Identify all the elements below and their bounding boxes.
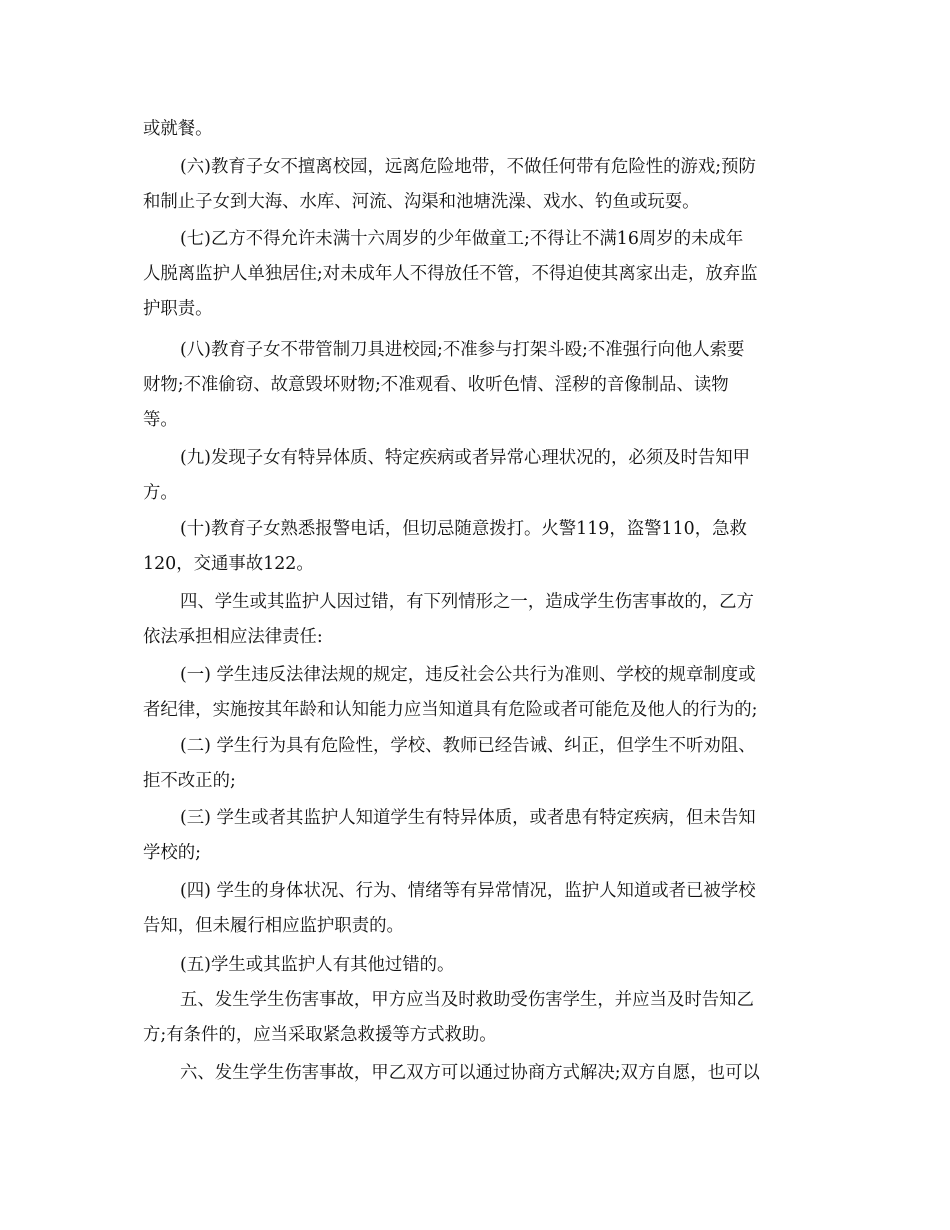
text-line: (四) 学生的身体状况、行为、情绪等有异常情况，监护人知道或者已被学校 — [180, 881, 756, 901]
text-line: (八)教育子女不带管制刀具进校园;不准参与打架斗殴;不准强行向他人索要 — [180, 340, 745, 360]
text-line: 或就餐。 — [143, 119, 213, 139]
text-line: 四、学生或其监护人因过错，有下列情形之一，造成学生伤害事故的，乙方 — [180, 592, 754, 612]
text-line: (十)教育子女熟悉报警电话，但切忌随意拨打。火警119，盗警110，急救 — [180, 519, 747, 539]
text-line: 等。 — [143, 410, 178, 430]
text-line: 方;有条件的，应当采取紧急救援等方式救助。 — [143, 1025, 497, 1045]
text-line: (五)学生或其监护人有其他过错的。 — [180, 955, 455, 975]
text-line: (九)发现子女有特异体质、特定疾病或者异常心理状况的，必须及时告知甲 — [180, 448, 751, 468]
text-line: 方。 — [143, 483, 178, 503]
text-line: 五、发生学生伤害事故，甲方应当及时救助受伤害学生，并应当及时告知乙 — [180, 990, 754, 1010]
text-line: 护职责。 — [143, 299, 213, 319]
text-line: 依法承担相应法律责任: — [143, 627, 323, 647]
text-line: (一) 学生违反法律法规的规定，违反社会公共行为准则、学校的规章制度或 — [180, 665, 756, 685]
text-line: (二) 学生行为具有危险性，学校、教师已经告诫、纠正，但学生不听劝阻、 — [180, 736, 756, 756]
text-line: 人脱离监护人单独居住;对未成年人不得放任不管，不得迫使其离家出走，放弃监 — [143, 264, 758, 284]
text-line: 学校的; — [143, 843, 202, 863]
text-line: (三) 学生或者其监护人知道学生有特异体质，或者患有特定疾病，但未告知 — [180, 808, 756, 828]
text-line: 六、发生学生伤害事故，甲乙双方可以通过协商方式解决;双方自愿，也可以 — [180, 1063, 760, 1083]
text-line: 120，交通事故122。 — [143, 554, 314, 574]
text-line: 告知，但未履行相应监护职责的。 — [143, 916, 404, 936]
text-line: 者纪律，实施按其年龄和认知能力应当知道具有危险或者可能危及他人的行为的; — [143, 700, 758, 720]
text-line: 和制止子女到大海、水库、河流、沟渠和池塘洗澡、戏水、钓鱼或玩耍。 — [143, 192, 700, 212]
text-line: (七)乙方不得允许未满十六周岁的少年做童工;不得让不满16周岁的未成年 — [180, 229, 744, 249]
text-line: (六)教育子女不擅离校园，远离危险地带，不做任何带有危险性的游戏;预防 — [180, 157, 756, 177]
text-line: 拒不改正的; — [143, 771, 236, 791]
text-line: 财物;不准偷窃、故意毁坏财物;不准观看、收听色情、淫秽的音像制品、读物 — [143, 375, 729, 395]
